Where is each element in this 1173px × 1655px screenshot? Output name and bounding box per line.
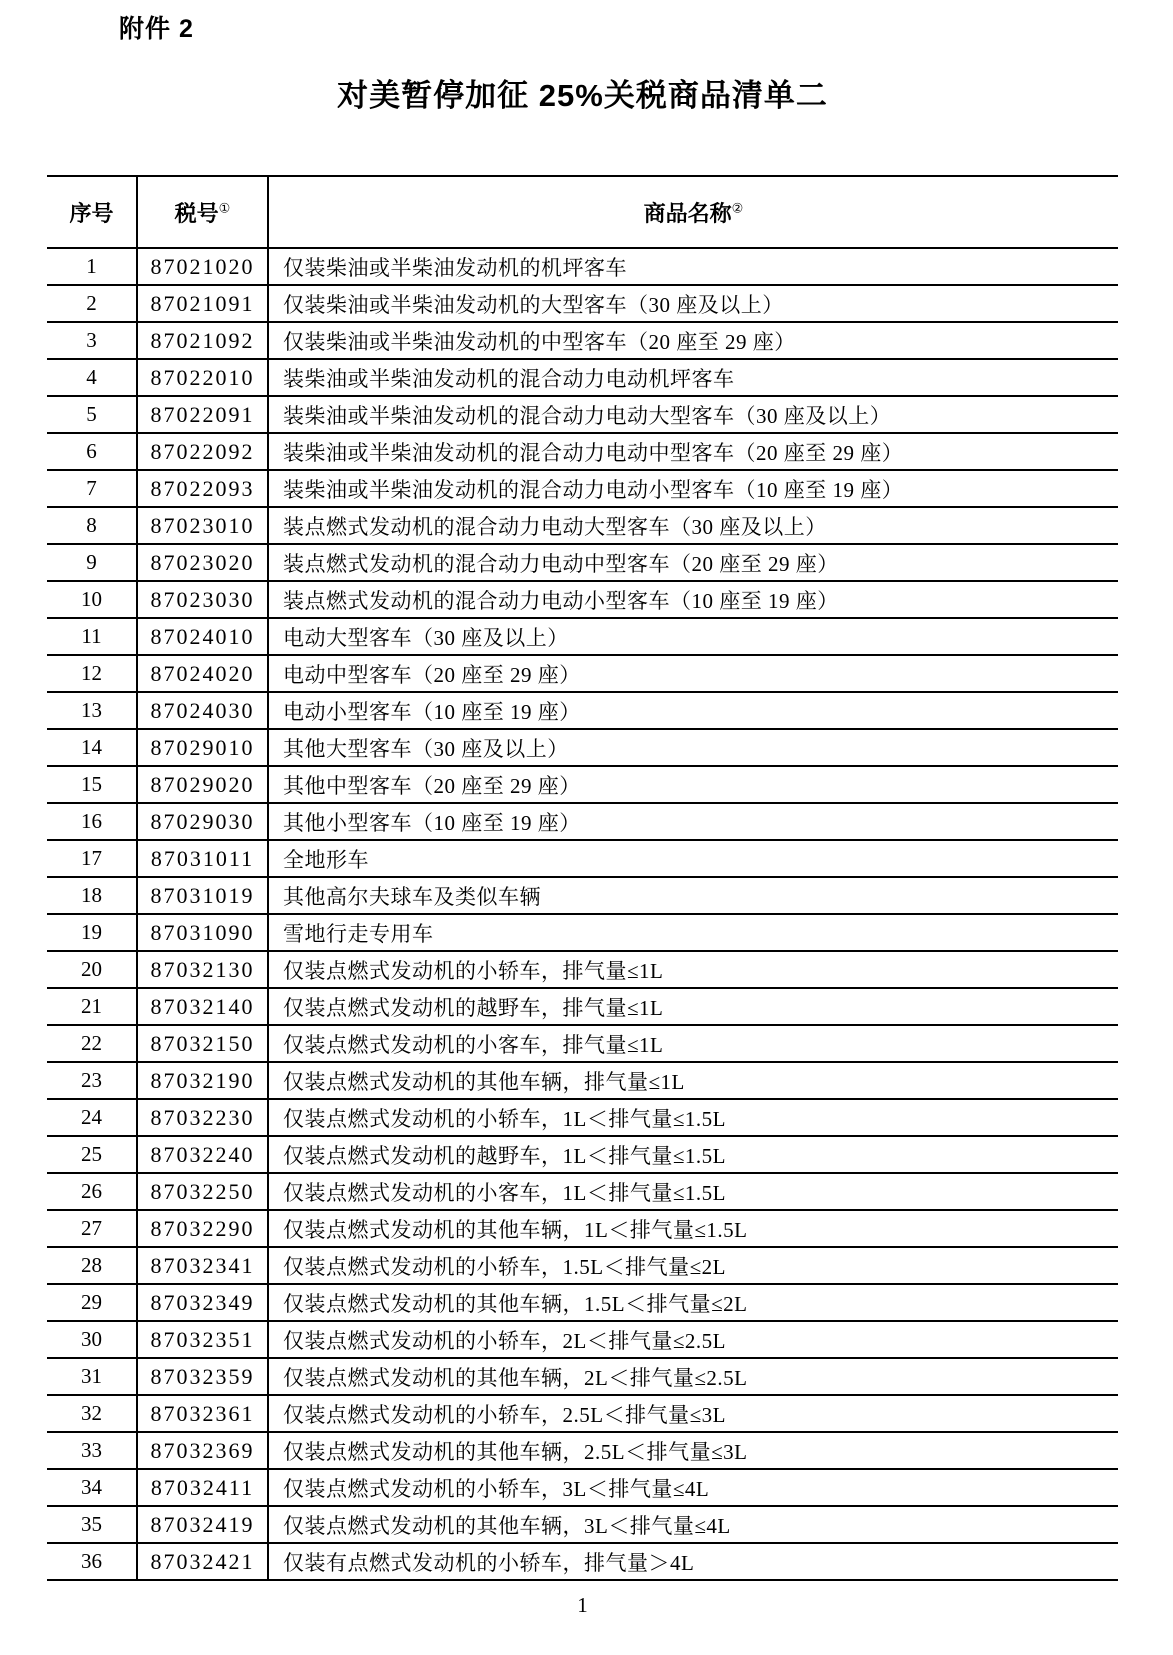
row-product-name: 仅装点燃式发动机的小客车，1L＜排气量≤1.5L xyxy=(268,1173,1118,1210)
row-serial-number: 5 xyxy=(47,396,137,433)
row-tax-code: 87021020 xyxy=(137,248,268,285)
row-tax-code: 87023030 xyxy=(137,581,268,618)
row-serial-number: 12 xyxy=(47,655,137,692)
table-row xyxy=(47,1099,1118,1136)
row-product-name: 仅装点燃式发动机的小轿车，排气量≤1L xyxy=(268,951,1118,988)
table-row xyxy=(47,1432,1118,1469)
table-row xyxy=(47,951,1118,988)
row-serial-number: 30 xyxy=(47,1321,137,1358)
table-row xyxy=(47,1358,1118,1395)
row-serial-number: 1 xyxy=(47,248,137,285)
row-tax-code: 87032240 xyxy=(137,1136,268,1173)
row-tax-code: 87021091 xyxy=(137,285,268,322)
row-product-name: 装点燃式发动机的混合动力电动大型客车（30 座及以上） xyxy=(268,507,1118,544)
row-product-name: 仅装点燃式发动机的其他车辆，排气量≤1L xyxy=(268,1062,1118,1099)
table-row xyxy=(47,248,1118,285)
row-serial-number: 33 xyxy=(47,1432,137,1469)
row-serial-number: 4 xyxy=(47,359,137,396)
page-number: 1 xyxy=(577,1593,588,1617)
header-tax-code xyxy=(137,176,268,248)
row-tax-code: 87032341 xyxy=(137,1247,268,1284)
row-tax-code: 87032369 xyxy=(137,1432,268,1469)
footnote-2-mark: ② xyxy=(731,200,744,216)
row-product-name: 其他大型客车（30 座及以上） xyxy=(268,729,1118,766)
row-product-name: 仅装点燃式发动机的其他车辆，3L＜排气量≤4L xyxy=(268,1506,1118,1543)
row-tax-code: 87031011 xyxy=(137,840,268,877)
row-product-name: 全地形车 xyxy=(268,840,1118,877)
row-serial-number: 35 xyxy=(47,1506,137,1543)
row-product-name: 仅装柴油或半柴油发动机的大型客车（30 座及以上） xyxy=(268,285,1118,322)
row-product-name: 仅装点燃式发动机的小客车，排气量≤1L xyxy=(268,1025,1118,1062)
row-tax-code: 87024020 xyxy=(137,655,268,692)
table-row xyxy=(47,1469,1118,1506)
row-serial-number: 26 xyxy=(47,1173,137,1210)
row-serial-number: 32 xyxy=(47,1395,137,1432)
table-row xyxy=(47,359,1118,396)
row-tax-code: 87029020 xyxy=(137,766,268,803)
row-serial-number: 21 xyxy=(47,988,137,1025)
table-row xyxy=(47,988,1118,1025)
row-product-name: 仅装点燃式发动机的越野车，排气量≤1L xyxy=(268,988,1118,1025)
table-row xyxy=(47,729,1118,766)
row-serial-number: 34 xyxy=(47,1469,137,1506)
row-product-name: 仅装点燃式发动机的其他车辆，1L＜排气量≤1.5L xyxy=(268,1210,1118,1247)
row-serial-number: 24 xyxy=(47,1099,137,1136)
table-row xyxy=(47,655,1118,692)
row-serial-number: 29 xyxy=(47,1284,137,1321)
table-row xyxy=(47,803,1118,840)
header-serial-label: 序号 xyxy=(69,200,114,226)
row-serial-number: 11 xyxy=(47,618,137,655)
row-tax-code: 87024030 xyxy=(137,692,268,729)
row-tax-code: 87032150 xyxy=(137,1025,268,1062)
row-product-name: 仅装点燃式发动机的其他车辆，2L＜排气量≤2.5L xyxy=(268,1358,1118,1395)
row-product-name: 电动大型客车（30 座及以上） xyxy=(268,618,1118,655)
row-tax-code: 87021092 xyxy=(137,322,268,359)
footnote-1-mark: ① xyxy=(218,200,231,216)
table-row xyxy=(47,766,1118,803)
row-tax-code: 87032290 xyxy=(137,1210,268,1247)
row-tax-code: 87032250 xyxy=(137,1173,268,1210)
table-row xyxy=(47,322,1118,359)
row-product-name: 仅装柴油或半柴油发动机的机坪客车 xyxy=(268,248,1118,285)
product-table-body xyxy=(47,248,1118,1580)
table-row xyxy=(47,1506,1118,1543)
row-serial-number: 27 xyxy=(47,1210,137,1247)
row-tax-code: 87032361 xyxy=(137,1395,268,1432)
row-serial-number: 7 xyxy=(47,470,137,507)
table-header xyxy=(47,176,1118,248)
table-row xyxy=(47,1395,1118,1432)
table-row xyxy=(47,581,1118,618)
row-tax-code: 87032421 xyxy=(137,1543,268,1580)
table-row xyxy=(47,692,1118,729)
row-product-name: 仅装点燃式发动机的越野车，1L＜排气量≤1.5L xyxy=(268,1136,1118,1173)
row-tax-code: 87029030 xyxy=(137,803,268,840)
row-serial-number: 31 xyxy=(47,1358,137,1395)
row-serial-number: 25 xyxy=(47,1136,137,1173)
table-row xyxy=(47,507,1118,544)
row-serial-number: 8 xyxy=(47,507,137,544)
row-product-name: 装点燃式发动机的混合动力电动小型客车（10 座至 19 座） xyxy=(268,581,1118,618)
row-product-name: 装柴油或半柴油发动机的混合动力电动大型客车（30 座及以上） xyxy=(268,396,1118,433)
row-serial-number: 20 xyxy=(47,951,137,988)
row-product-name: 其他小型客车（10 座至 19 座） xyxy=(268,803,1118,840)
row-product-name: 仅装点燃式发动机的小轿车，3L＜排气量≤4L xyxy=(268,1469,1118,1506)
row-product-name: 装柴油或半柴油发动机的混合动力电动小型客车（10 座至 19 座） xyxy=(268,470,1118,507)
row-serial-number: 28 xyxy=(47,1247,137,1284)
row-product-name: 装点燃式发动机的混合动力电动中型客车（20 座至 29 座） xyxy=(268,544,1118,581)
table-row xyxy=(47,544,1118,581)
table-row xyxy=(47,470,1118,507)
row-serial-number: 19 xyxy=(47,914,137,951)
row-tax-code: 87022093 xyxy=(137,470,268,507)
table-row xyxy=(47,1210,1118,1247)
row-product-name: 仅装点燃式发动机的其他车辆，2.5L＜排气量≤3L xyxy=(268,1432,1118,1469)
attachment-label: 附件 2 xyxy=(119,15,194,43)
row-serial-number: 36 xyxy=(47,1543,137,1580)
table-row xyxy=(47,914,1118,951)
row-product-name: 雪地行走专用车 xyxy=(268,914,1118,951)
header-serial-number xyxy=(47,176,137,248)
table-row xyxy=(47,433,1118,470)
row-tax-code: 87032190 xyxy=(137,1062,268,1099)
table-row xyxy=(47,877,1118,914)
document-title: 对美暂停加征 25%关税商品清单二 xyxy=(337,78,828,113)
row-tax-code: 87022010 xyxy=(137,359,268,396)
row-tax-code: 87022091 xyxy=(137,396,268,433)
row-serial-number: 10 xyxy=(47,581,137,618)
row-serial-number: 16 xyxy=(47,803,137,840)
row-product-name: 装柴油或半柴油发动机的混合动力电动中型客车（20 座至 29 座） xyxy=(268,433,1118,470)
row-tax-code: 87032359 xyxy=(137,1358,268,1395)
table-row xyxy=(47,1247,1118,1284)
table-row xyxy=(47,1543,1118,1580)
row-product-name: 仅装有点燃式发动机的小轿车，排气量＞4L xyxy=(268,1543,1118,1580)
header-product-name xyxy=(268,176,1118,248)
row-product-name: 其他中型客车（20 座至 29 座） xyxy=(268,766,1118,803)
row-tax-code: 87031019 xyxy=(137,877,268,914)
row-product-name: 仅装点燃式发动机的小轿车，1.5L＜排气量≤2L xyxy=(268,1247,1118,1284)
row-serial-number: 22 xyxy=(47,1025,137,1062)
row-product-name: 仅装点燃式发动机的小轿车，2.5L＜排气量≤3L xyxy=(268,1395,1118,1432)
row-tax-code: 87032419 xyxy=(137,1506,268,1543)
table-row xyxy=(47,1321,1118,1358)
row-product-name: 仅装点燃式发动机的小轿车，1L＜排气量≤1.5L xyxy=(268,1099,1118,1136)
row-serial-number: 6 xyxy=(47,433,137,470)
row-serial-number: 3 xyxy=(47,322,137,359)
row-serial-number: 14 xyxy=(47,729,137,766)
row-tax-code: 87032130 xyxy=(137,951,268,988)
row-serial-number: 23 xyxy=(47,1062,137,1099)
table-row xyxy=(47,396,1118,433)
row-serial-number: 15 xyxy=(47,766,137,803)
row-tax-code: 87023020 xyxy=(137,544,268,581)
row-tax-code: 87031090 xyxy=(137,914,268,951)
table-row xyxy=(47,285,1118,322)
row-serial-number: 13 xyxy=(47,692,137,729)
table-row xyxy=(47,1025,1118,1062)
row-tax-code: 87032349 xyxy=(137,1284,268,1321)
row-tax-code: 87022092 xyxy=(137,433,268,470)
row-serial-number: 9 xyxy=(47,544,137,581)
product-table xyxy=(47,175,1118,1581)
row-serial-number: 2 xyxy=(47,285,137,322)
row-product-name: 电动小型客车（10 座至 19 座） xyxy=(268,692,1118,729)
table-row xyxy=(47,1062,1118,1099)
row-product-name: 电动中型客车（20 座至 29 座） xyxy=(268,655,1118,692)
row-tax-code: 87032140 xyxy=(137,988,268,1025)
row-tax-code: 87023010 xyxy=(137,507,268,544)
header-product-name-label: 商品名称 xyxy=(643,200,732,226)
row-tax-code: 87024010 xyxy=(137,618,268,655)
row-tax-code: 87032230 xyxy=(137,1099,268,1136)
row-tax-code: 87032351 xyxy=(137,1321,268,1358)
row-product-name: 装柴油或半柴油发动机的混合动力电动机坪客车 xyxy=(268,359,1118,396)
row-tax-code: 87032411 xyxy=(137,1469,268,1506)
table-row xyxy=(47,1284,1118,1321)
row-product-name: 仅装点燃式发动机的小轿车，2L＜排气量≤2.5L xyxy=(268,1321,1118,1358)
row-product-name: 仅装点燃式发动机的其他车辆，1.5L＜排气量≤2L xyxy=(268,1284,1118,1321)
table-row xyxy=(47,1173,1118,1210)
row-serial-number: 18 xyxy=(47,877,137,914)
table-row xyxy=(47,1136,1118,1173)
table-row xyxy=(47,618,1118,655)
row-serial-number: 17 xyxy=(47,840,137,877)
table-row xyxy=(47,840,1118,877)
header-row xyxy=(47,176,1118,248)
row-product-name: 其他高尔夫球车及类似车辆 xyxy=(268,877,1118,914)
header-tax-code-label: 税号 xyxy=(174,200,219,226)
row-product-name: 仅装柴油或半柴油发动机的中型客车（20 座至 29 座） xyxy=(268,322,1118,359)
row-tax-code: 87029010 xyxy=(137,729,268,766)
